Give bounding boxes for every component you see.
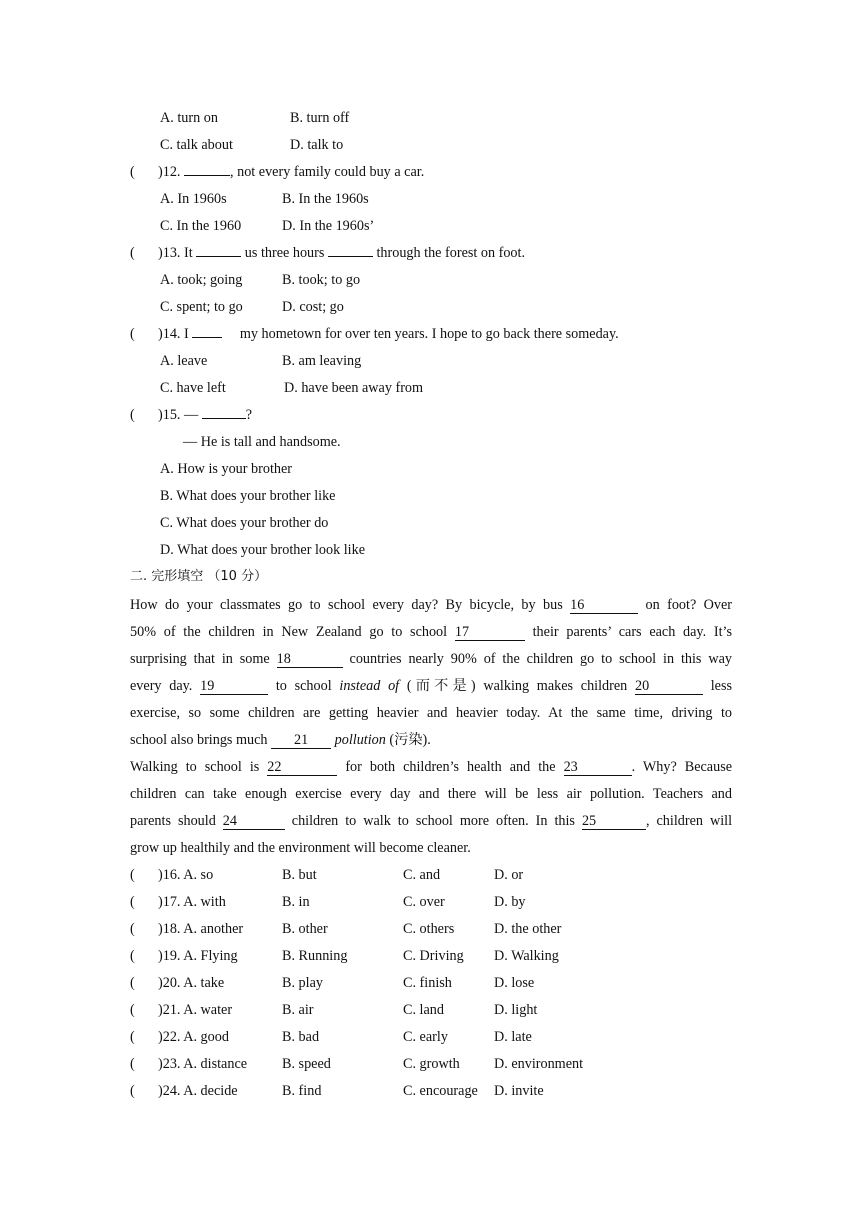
option-b: B. play — [282, 975, 323, 991]
passage-line-5: exercise, so some children are getting heavier and heavier today. At the same time, driving to — [130, 705, 732, 721]
q12-option-a: A. In 1960s — [160, 191, 227, 207]
option-b: B. air — [282, 1002, 314, 1018]
q14-option-d: D. have been away from — [284, 380, 424, 396]
answer-paren[interactable]: ( — [130, 1083, 135, 1099]
q11-option-b: B. turn off — [290, 110, 350, 126]
q13-option-a: A. took; going — [160, 272, 243, 288]
passage-line-1: How do your classmates go to school every day? By bicycle, by bus 16 on foot? Over — [130, 597, 733, 613]
answer-paren[interactable]: ( — [130, 975, 135, 991]
option-d: D. by — [494, 894, 526, 910]
answer-paren[interactable]: ( — [130, 867, 135, 883]
option-c: C. others — [403, 921, 455, 937]
option-d: D. the other — [494, 921, 562, 937]
answer-paren[interactable]: ( — [130, 948, 135, 964]
q15-option-a: A. How is your brother — [160, 461, 293, 477]
q11-option-a: A. turn on — [160, 110, 218, 126]
option-c: C. growth — [403, 1056, 460, 1072]
blank-19[interactable]: 19 — [200, 678, 268, 695]
option-b: B. other — [282, 921, 328, 937]
blank-25[interactable]: 25 — [582, 813, 646, 830]
option-a: )19. A. Flying — [158, 948, 238, 964]
blank-22[interactable]: 22 — [267, 759, 337, 776]
q11-option-d: D. talk to — [290, 137, 344, 153]
option-a: )21. A. water — [158, 1002, 233, 1018]
passage-line-9: parents should 24 children to walk to school more often. In this 25 , children will — [130, 813, 733, 829]
q15-option-b: B. What does your brother like — [160, 488, 336, 504]
option-b: B. find — [282, 1083, 322, 1099]
q14-option-b: B. am leaving — [282, 353, 362, 369]
q13-option-c: C. spent; to go — [160, 299, 243, 315]
option-d: D. environment — [494, 1056, 584, 1072]
q11-option-c: C. talk about — [160, 137, 233, 153]
blank-24[interactable]: 24 — [223, 813, 285, 830]
passage-line-4: every day. 19 to school instead of (而不是) walking makes children 20 less — [130, 678, 733, 694]
option-d: D. Walking — [494, 948, 559, 964]
passage-line-6: school also brings much 21 pollution (污染). — [130, 732, 431, 748]
answer-paren[interactable]: ( — [130, 894, 135, 910]
q12-answer-blank[interactable] — [184, 175, 230, 176]
q15-answer-blank[interactable] — [202, 418, 246, 419]
passage-line-2: 50% of the children in New Zealand go to school 17 their parents’ cars each day. It’s — [130, 624, 733, 640]
option-b: B. but — [282, 867, 317, 883]
option-d: D. light — [494, 1002, 538, 1018]
option-a: )24. A. decide — [158, 1083, 238, 1099]
q12-option-c: C. In the 1960 — [160, 218, 242, 234]
answer-paren[interactable]: ( — [130, 1002, 135, 1018]
option-a: )22. A. good — [158, 1029, 229, 1045]
option-a: )20. A. take — [158, 975, 225, 991]
q15-reply: — He is tall and handsome. — [183, 434, 341, 450]
q15-option-d: D. What does your brother look like — [160, 542, 366, 558]
option-b: B. speed — [282, 1056, 331, 1072]
option-b: B. in — [282, 894, 310, 910]
blank-23[interactable]: 23 — [564, 759, 632, 776]
option-a: )17. A. with — [158, 894, 226, 910]
answer-paren[interactable]: ( — [130, 1029, 135, 1045]
option-a: )18. A. another — [158, 921, 244, 937]
q13-stem: ( )13. It us three hours through the forest on foot. — [130, 245, 526, 261]
q14-option-c: C. have left — [160, 380, 226, 396]
passage-line-7: Walking to school is 22 for both children’s health and the 23 . Why? Because — [130, 759, 733, 775]
option-c: C. land — [403, 1002, 444, 1018]
q14-option-a: A. leave — [160, 353, 208, 369]
q12-stem: ( )12. , not every family could buy a car. — [130, 164, 425, 180]
passage-line-3: surprising that in some 18 countries nearly 90% of the children go to school in this way — [130, 651, 732, 667]
option-a: )16. A. so — [158, 867, 214, 883]
answer-paren[interactable]: ( — [130, 921, 135, 937]
blank-16[interactable]: 16 — [570, 597, 638, 614]
q12-option-d: D. In the 1960s’ — [282, 218, 375, 234]
option-c: C. early — [403, 1029, 448, 1045]
section-2-title: 二. 完形填空 （10 分） — [130, 569, 268, 584]
option-c: C. over — [403, 894, 445, 910]
q15-stem: ( )15. — ? — [130, 407, 253, 423]
q13-option-b: B. took; to go — [282, 272, 361, 288]
option-d: D. lose — [494, 975, 535, 991]
answer-paren[interactable]: ( — [130, 1056, 135, 1072]
option-b: B. Running — [282, 948, 348, 964]
option-d: D. invite — [494, 1083, 544, 1099]
q14-stem: ( )14. I my hometown for over ten years. I hope to go back there someday. — [130, 326, 619, 342]
q13-option-d: D. cost; go — [282, 299, 344, 315]
q15-option-c: C. What does your brother do — [160, 515, 329, 531]
q13-answer-blank-1[interactable] — [196, 256, 241, 257]
passage-line-8: children can take enough exercise every day and there will be less air pollution. Teachers and — [130, 786, 732, 802]
option-c: C. Driving — [403, 948, 464, 964]
option-c: C. and — [403, 867, 441, 883]
option-a: )23. A. distance — [158, 1056, 248, 1072]
blank-21[interactable]: 21 — [271, 732, 331, 749]
option-c: C. encourage — [403, 1083, 478, 1099]
option-c: C. finish — [403, 975, 452, 991]
blank-17[interactable]: 17 — [455, 624, 525, 641]
option-d: D. late — [494, 1029, 532, 1045]
q14-answer-blank[interactable] — [192, 337, 222, 338]
blank-18[interactable]: 18 — [277, 651, 343, 668]
blank-20[interactable]: 20 — [635, 678, 703, 695]
q12-option-b: B. In the 1960s — [282, 191, 369, 207]
passage-line-10: grow up healthily and the environment will become cleaner. — [130, 840, 471, 856]
q13-answer-blank-2[interactable] — [328, 256, 373, 257]
option-b: B. bad — [282, 1029, 320, 1045]
option-d: D. or — [494, 867, 524, 883]
